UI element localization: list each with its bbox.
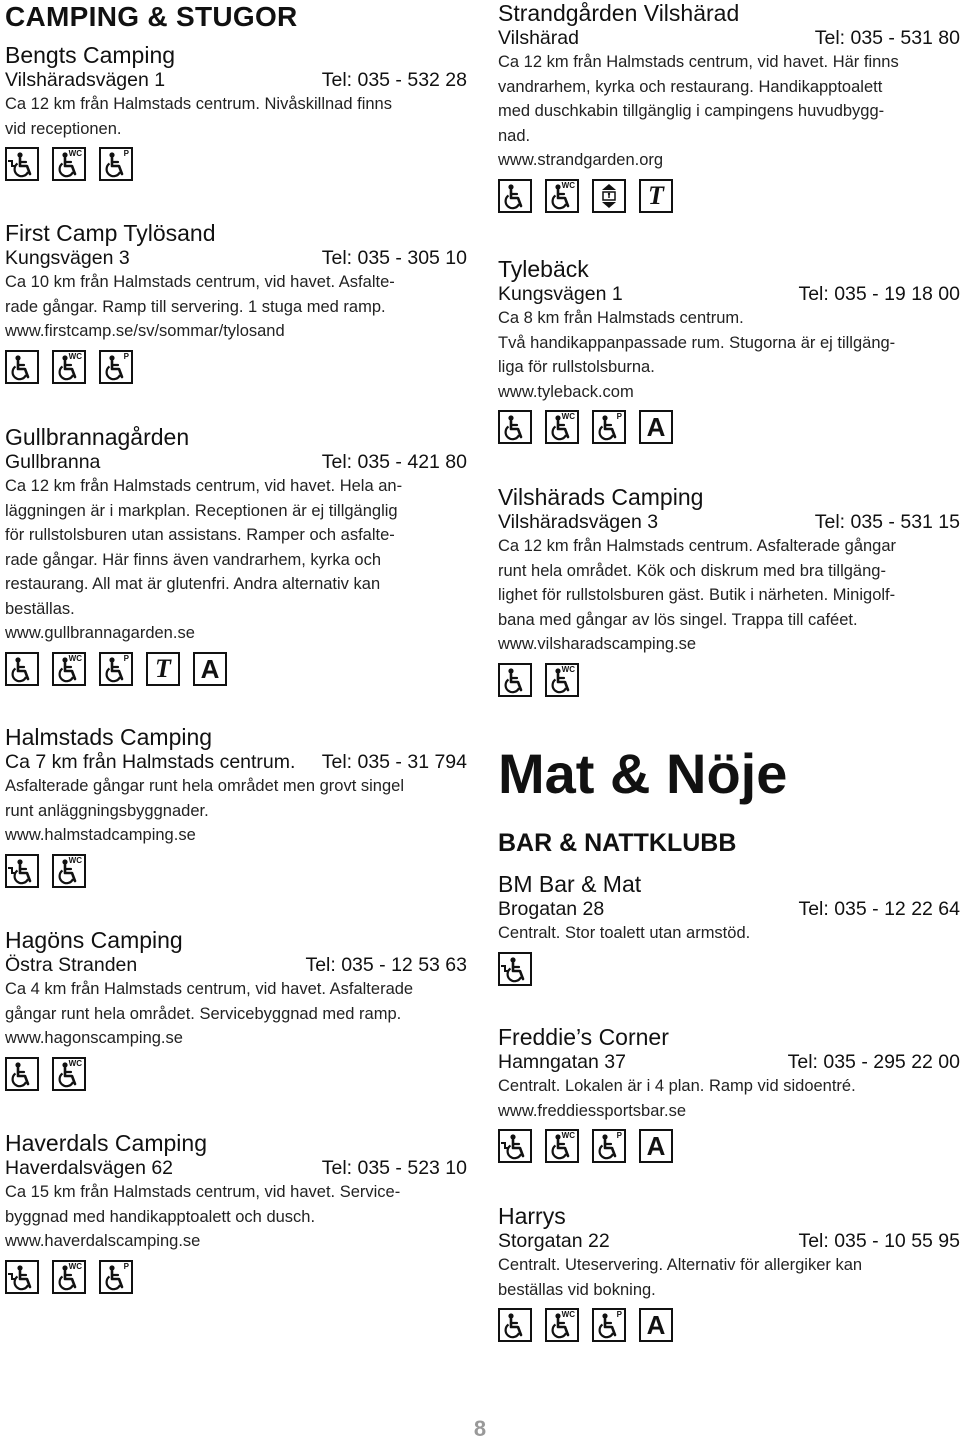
address-row: [5, 450, 467, 474]
entry-description: [498, 921, 960, 946]
icon-label-wc: WC: [68, 149, 82, 158]
wheelchair-step-icon: [498, 1129, 532, 1163]
entry-address: Vilshäradsvägen 3: [498, 511, 659, 533]
wheelchair-step-icon: [5, 1260, 39, 1294]
description-line: beställas.: [5, 599, 75, 618]
icon-label-wc: WC: [561, 1310, 575, 1319]
description-line: Ca 15 km från Halmstads centrum, vid havet. Service-: [5, 1183, 401, 1201]
entry: [5, 724, 467, 888]
accessibility-icons: [498, 1308, 960, 1342]
wheelchair-wc-icon: [52, 652, 86, 686]
description-line: för rullstolsburen utan assistans. Ramper och asfalte-: [5, 526, 395, 544]
wheelchair-wc-icon: [545, 410, 579, 444]
address-row: [498, 510, 960, 534]
entry: [5, 1130, 467, 1294]
accessibility-icons: [5, 147, 467, 181]
entry-phone: Tel: 035 - 19 18 00: [798, 283, 960, 305]
allergy-a-icon: [639, 1308, 673, 1342]
accessibility-icons: [5, 350, 467, 384]
entry: [5, 424, 467, 686]
icon-label-p: P: [123, 351, 129, 361]
description-line: Centralt. Stor toalett utan armstöd.: [498, 924, 751, 942]
wheelchair-wc-icon: [545, 179, 579, 213]
description-line: liga för rullstolsburna.: [498, 358, 655, 376]
entry-description: [498, 50, 960, 173]
description-line: gångar runt hela området. Servicebyggnad med ramp.: [5, 1004, 402, 1023]
description-line: www.gullbrannagarden.se: [5, 624, 195, 642]
sub-title-bar: BAR & NATTKLUBB: [498, 829, 737, 857]
entry-address: Kungsvägen 1: [498, 283, 623, 305]
description-line: runt anläggningsbyggnader.: [5, 801, 209, 820]
address-row: [5, 953, 467, 977]
wheelchair-wc-icon: [52, 147, 86, 181]
icon-label-p: P: [616, 1310, 622, 1319]
description-line: Ca 12 km från Halmstads centrum, vid havet. Hela an-: [5, 477, 403, 495]
hearing-loop-icon: [639, 179, 673, 213]
wheelchair-step-icon: [5, 147, 39, 181]
allergy-a-icon: [639, 410, 673, 444]
section-title-camping: CAMPING & STUGOR: [5, 1, 298, 32]
entry-name: Hagöns Camping: [5, 927, 183, 953]
description-line: Ca 12 km från Halmstads centrum. Asfalterade gångar: [498, 537, 897, 555]
big-title-mat-noje: Mat & Nöje: [498, 742, 788, 805]
icon-label-p: P: [123, 1261, 129, 1271]
accessibility-icons: [5, 1260, 467, 1294]
entry-phone: Tel: 035 - 531 80: [814, 27, 960, 49]
icon-label-wc: WC: [68, 1261, 82, 1271]
address-row: [498, 282, 960, 306]
icon-label-wc: WC: [561, 664, 575, 674]
entry-description: [5, 474, 467, 646]
description-line: www.firstcamp.se/sv/sommar/tylosand: [5, 322, 285, 340]
entry-phone: Tel: 035 - 10 55 95: [798, 1230, 960, 1252]
entry-address: Vilshäradsvägen 1: [5, 69, 166, 91]
wheelchair-parking-icon: [99, 1260, 133, 1294]
icon-label-t: T: [648, 180, 664, 210]
icon-label-wc: WC: [68, 351, 82, 361]
entry-address: Hamngatan 37: [498, 1051, 626, 1073]
address-row: [5, 1156, 467, 1180]
entry-address: Storgatan 22: [498, 1230, 610, 1252]
entry-address: Brogatan 28: [498, 898, 605, 920]
entry-address: Östra Stranden: [5, 954, 138, 976]
description-line: Centralt. Uteservering. Alternativ för allergiker kan: [498, 1256, 863, 1274]
description-line: Asfalterade gångar runt hela området men grovt singel: [5, 777, 404, 795]
entry-phone: Tel: 035 - 12 22 64: [798, 898, 960, 920]
entry-description: [498, 1253, 960, 1302]
description-line: www.strandgarden.org: [498, 151, 664, 169]
icon-label-wc: WC: [561, 1131, 575, 1140]
entry-name: Strandgården Vilshärad: [498, 0, 740, 26]
entry-address: Haverdalsvägen 62: [5, 1157, 174, 1179]
description-line: nad.: [498, 126, 531, 145]
description-line: restaurang. All mat är glutenfri. Andra alternativ kan: [5, 575, 381, 593]
entry-address: Ca 7 km från Halmstads centrum.: [5, 751, 296, 773]
entry-name: Gullbrannagården: [5, 424, 190, 450]
wheelchair-icon: [5, 1057, 39, 1091]
entry: [5, 927, 467, 1091]
description-line: vid receptionen.: [5, 119, 122, 138]
description-line: Centralt. Lokalen är i 4 plan. Ramp vid sidoentré.: [498, 1077, 856, 1095]
wheelchair-icon: [498, 663, 532, 697]
icon-label-a: A: [646, 1310, 666, 1340]
icon-label-a: A: [646, 412, 666, 442]
entry-name: Haverdals Camping: [5, 1130, 207, 1156]
entry-description: [5, 977, 467, 1051]
accessibility-icons: [498, 410, 960, 444]
entry-name: BM Bar & Mat: [498, 871, 642, 897]
accessibility-icons: [498, 952, 960, 986]
description-line: rade gångar. Här finns även vandrarhem, kyrka och: [5, 550, 382, 569]
icon-label-wc: WC: [68, 653, 82, 663]
entry-description: [5, 270, 467, 344]
entry-phone: Tel: 035 - 421 80: [321, 451, 467, 473]
entry-address: Vilshärad: [498, 27, 579, 49]
description-line: www.halmstadcamping.se: [5, 826, 196, 844]
entry-name: Harrys: [498, 1203, 566, 1229]
wheelchair-wc-icon: [52, 1260, 86, 1294]
icon-label-wc: WC: [561, 180, 575, 190]
entry: [498, 256, 960, 444]
entry-phone: Tel: 035 - 12 53 63: [305, 954, 467, 976]
accessibility-icons: [5, 1057, 467, 1091]
wheelchair-icon: [5, 350, 39, 384]
icon-label-p: P: [616, 1131, 622, 1140]
wheelchair-parking-icon: [99, 652, 133, 686]
description-line: lighet för rullstolsburen gäst. Butik i närheten. Minigolf-: [498, 586, 896, 604]
description-line: Två handikappanpassade rum. Stugorna är ej tillgäng-: [498, 333, 896, 352]
elevator-icon: [592, 179, 626, 213]
description-line: www.vilsharadscamping.se: [498, 635, 697, 653]
wheelchair-wc-icon: [52, 350, 86, 384]
entry: [498, 1024, 960, 1163]
description-line: Ca 8 km från Halmstads centrum.: [498, 309, 744, 327]
wheelchair-wc-icon: [545, 1129, 579, 1163]
entry: [498, 484, 960, 697]
description-line: rade gångar. Ramp till servering. 1 stuga med ramp.: [5, 297, 386, 316]
accessibility-icons: [5, 854, 467, 888]
icon-label-a: A: [200, 653, 220, 684]
wheelchair-step-icon: [5, 854, 39, 888]
wheelchair-wc-icon: [545, 1308, 579, 1342]
description-line: byggnad med handikapptoalett och dusch.: [5, 1207, 316, 1226]
wheelchair-step-icon: [498, 952, 532, 986]
entry: [498, 1203, 960, 1342]
hearing-loop-icon: [146, 652, 180, 686]
description-line: Ca 12 km från Halmstads centrum. Nivåskillnad finns: [5, 95, 392, 113]
address-row: [498, 26, 960, 50]
entry-description: [5, 1180, 467, 1254]
accessibility-icons: [498, 1129, 960, 1163]
address-row: [498, 1050, 960, 1074]
entry: [5, 42, 467, 181]
wheelchair-parking-icon: [592, 1129, 626, 1163]
allergy-a-icon: [193, 652, 227, 686]
description-line: Ca 10 km från Halmstads centrum, vid havet. Asfalte-: [5, 273, 395, 291]
icon-label-t: T: [155, 653, 171, 683]
wheelchair-parking-icon: [592, 410, 626, 444]
entry-name: Vilshärads Camping: [498, 484, 704, 510]
address-row: [498, 1229, 960, 1253]
icon-label-a: A: [646, 1131, 666, 1161]
entry-phone: Tel: 035 - 523 10: [321, 1157, 467, 1179]
icon-label-p: P: [123, 149, 129, 158]
description-line: med duschkabin tillgänglig i campingens huvudbygg-: [498, 102, 885, 120]
description-line: www.tyleback.com: [498, 382, 634, 401]
wheelchair-wc-icon: [52, 854, 86, 888]
accessibility-icons: [5, 652, 467, 686]
address-row: [5, 246, 467, 270]
entry: [5, 220, 467, 384]
entry-description: [5, 774, 467, 848]
entry-phone: Tel: 035 - 532 28: [321, 69, 467, 91]
entry-description: [498, 1074, 960, 1123]
icon-label-wc: WC: [68, 1058, 82, 1068]
address-row: [5, 68, 467, 92]
entry-phone: Tel: 035 - 31 794: [321, 751, 467, 773]
entry-phone: Tel: 035 - 305 10: [321, 247, 467, 269]
wheelchair-wc-icon: [545, 663, 579, 697]
wheelchair-parking-icon: [99, 147, 133, 181]
description-line: www.freddiessportsbar.se: [498, 1101, 687, 1120]
description-line: runt hela området. Kök och diskrum med bra tillgäng-: [498, 561, 886, 580]
entry: [498, 871, 960, 986]
entry-name: Halmstads Camping: [5, 724, 213, 750]
entry-description: [498, 534, 960, 657]
entry: [498, 0, 960, 213]
description-line: Ca 4 km från Halmstads centrum, vid havet. Asfalterade: [5, 980, 414, 998]
entry-phone: Tel: 035 - 295 22 00: [787, 1051, 960, 1073]
icon-label-p: P: [123, 653, 129, 663]
accessibility-icons: [498, 663, 960, 697]
entry-description: [5, 92, 467, 141]
wheelchair-icon: [5, 652, 39, 686]
address-row: [498, 897, 960, 921]
icon-label-p: P: [616, 412, 622, 421]
description-line: beställas vid bokning.: [498, 1280, 656, 1299]
wheelchair-icon: [498, 1308, 532, 1342]
entry-name: Tylebäck: [498, 256, 589, 282]
allergy-a-icon: [639, 1129, 673, 1163]
description-line: bana med gångar av lös singel. Trappa till caféet.: [498, 610, 858, 629]
wheelchair-parking-icon: [99, 350, 133, 384]
icon-label-wc: WC: [68, 855, 82, 865]
wheelchair-icon: [498, 410, 532, 444]
icon-label-wc: WC: [561, 412, 575, 421]
entry-address: Kungsvägen 3: [5, 247, 130, 269]
address-row: [5, 750, 467, 774]
entry-address: Gullbranna: [5, 451, 101, 473]
wheelchair-icon: [498, 179, 532, 213]
entry-name: Freddie’s Corner: [498, 1024, 669, 1050]
accessibility-icons: [498, 179, 960, 213]
entry-phone: Tel: 035 - 531 15: [814, 511, 960, 533]
wheelchair-wc-icon: [52, 1057, 86, 1091]
page-number: 8: [473, 1416, 487, 1441]
description-line: läggningen är i markplan. Receptionen är ej tillgänglig: [5, 501, 398, 520]
description-line: Ca 12 km från Halmstads centrum, vid havet. Här finns: [498, 53, 899, 71]
description-line: vandrarhem, kyrka och restaurang. Handikapptoalett: [498, 77, 883, 96]
entry-name: First Camp Tylösand: [5, 220, 216, 246]
entry-name: Bengts Camping: [5, 42, 176, 68]
description-line: www.hagonscamping.se: [5, 1029, 183, 1047]
entry-description: [498, 306, 960, 404]
description-line: www.haverdalscamping.se: [5, 1232, 201, 1250]
wheelchair-parking-icon: [592, 1308, 626, 1342]
